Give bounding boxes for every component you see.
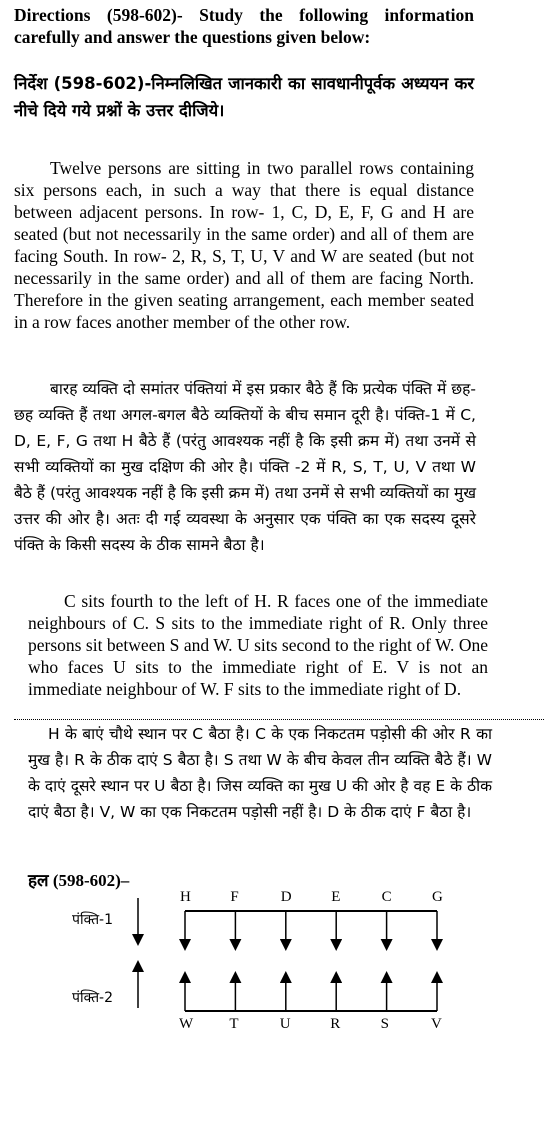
solution-label-hi: हल [28, 871, 49, 891]
row-1-label: पंक्ति-1 [72, 912, 114, 928]
row-2-seat-label: T [229, 1016, 239, 1032]
row-2-label: पंक्ति-2 [72, 990, 114, 1006]
paragraph-1-hi: बारह व्यक्ति दो समांतर पंक्तियां में इस प्रकार बैठे हैं कि प्रत्येक पंक्ति में छह-छह व्यक्ति हैं तथा अगल-बगल बैठे व्यक्तियों के बीच समान दूरी है। पंक्ति-1 में C, D, E, F, G तथा H बैठे हैं (परंतु आवश्यक नहीं है कि इसी क्रम में) तथा उनमें से सभी व्यक्तियों का मुख दक्षिण की ओर है। पंक्ति -2 में R, S, T, U, V तथा W बैठे हैं (परंतु आवश्यक नहीं है कि इसी क्रम में) तथा उनमें से सभी व्यक्तियों का मुख उत्तर की ओर है। अतः दी गई व्यवस्था के अनुसार एक पंक्ति का एक सदस्य दूसरे पंक्ति के किसी सदस्य के ठीक सामने बैठा है। [14, 380, 476, 554]
row-2-seat-label: V [431, 1016, 442, 1032]
directions-en: Directions (598-602)- Study the following information carefully and answer the questions given below: [14, 5, 474, 47]
row-1-seat-label: C [381, 889, 392, 905]
row-1-seat-label: F [230, 889, 239, 905]
row-2-seat-label: R [330, 1016, 341, 1032]
row-2-seat-label: S [380, 1016, 389, 1032]
solution-label-num: (598-602)– [52, 871, 130, 890]
row-1-seat-label: G [432, 889, 443, 905]
row-1-seat-label: H [180, 889, 191, 905]
paragraph-2-en: C sits fourth to the left of H. R faces one of the immediate neighbours of C. S sits to the immediate right of R. Only three persons sit between S and W. U sits second to the right of W. One who faces U sits to the immediate right of E. V is not an immediate neighbour of W. F sits to the immediate right of D. [28, 591, 488, 699]
directions-hi: निर्देश (598-602)-निम्नलिखित जानकारी का सावधानीपूर्वक अध्ययन कर नीचे दिये गये प्रश्नों के उत्तर दीजिये। [14, 74, 474, 120]
paragraph-1-en: Twelve persons are sitting in two parallel rows containing six persons each, in such a way that there is equal distance between adjacent persons. In row- 1, C, D, E, F, G and H are seated (but not necessarily in the same order) and all of them are facing South. In row- 2, R, S, T, U, V and W are seated (but not necessarily in the same order) and all of them are facing North. Therefore in the given seating arrangement, each member seated in a row faces another member of the other row. [14, 158, 474, 332]
row-1-seat-label: D [280, 889, 292, 905]
row-1-seat-label: E [331, 889, 341, 905]
paragraph-2-hi: H के बाएं चौथे स्थान पर C बैठा है। C के एक निकटतम पड़ोसी की ओर R का मुख है। R के ठीक दाएं S बैठा है। S तथा W के बीच केवल तीन व्यक्ति बैठे हैं। W के दाएं दूसरे स्थान पर U बैठा है। जिस व्यक्ति का मुख U की ओर है वह E के ठीक दाएं बैठा है। V, W का एक निकटतम पड़ोसी नहीं है। D के ठीक दाएं F बैठा है। [28, 725, 492, 821]
row-2-seat-label: U [279, 1016, 291, 1032]
row-2-seat-label: W [179, 1016, 194, 1032]
